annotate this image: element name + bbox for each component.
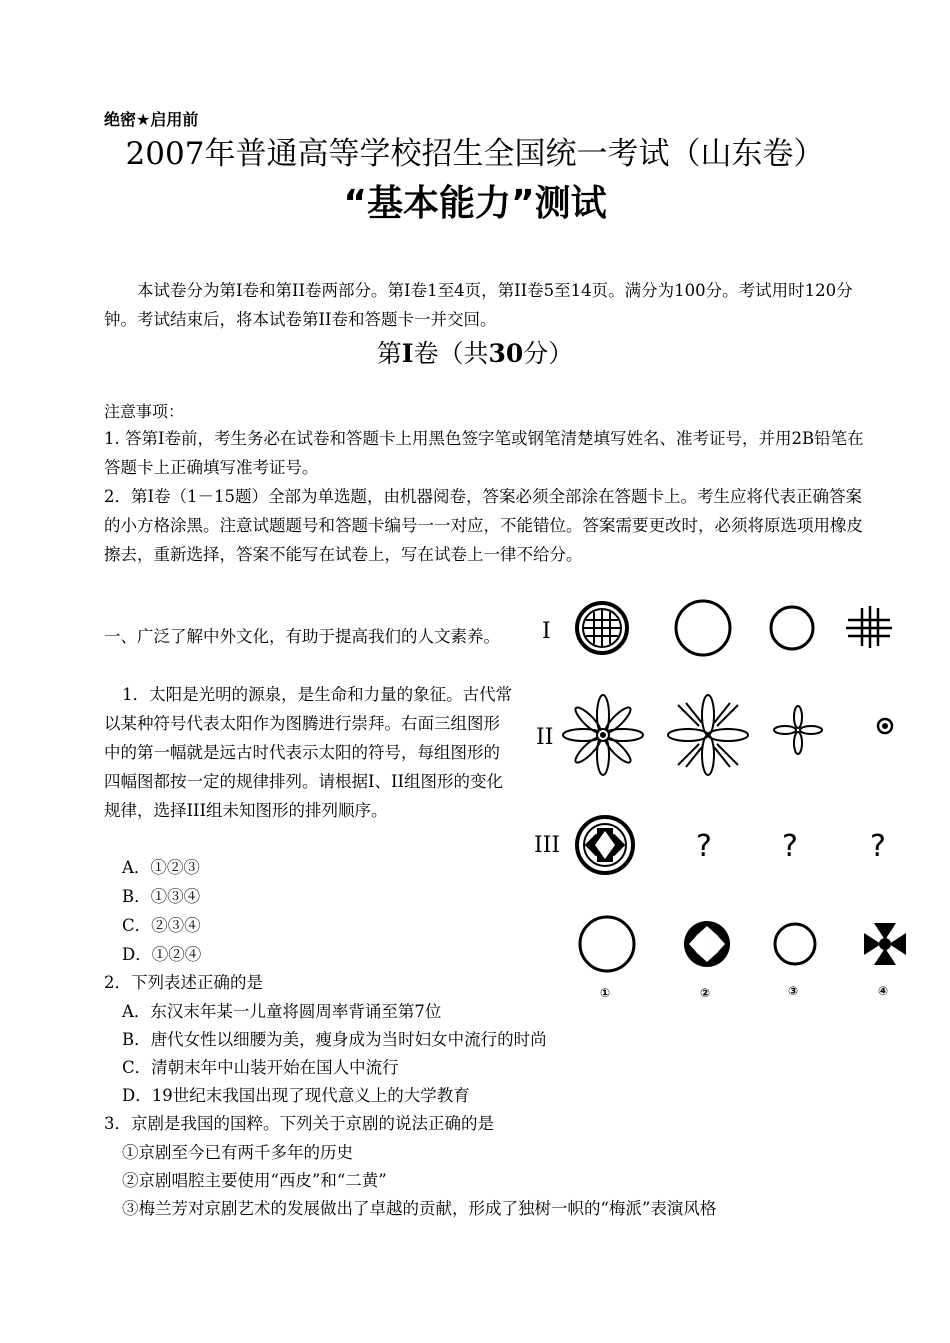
row3-unknown-1: ?: [696, 829, 712, 864]
q1-option-c: C．②③④: [122, 916, 201, 935]
q3-statement-1: ①京剧至今已有两千多年的历史: [122, 1143, 353, 1162]
row2-figure-2: [668, 695, 748, 775]
q1-option-b: B．①③④: [122, 887, 201, 906]
notes-label: 注意事项：: [104, 402, 185, 421]
row1-figure-4: [846, 606, 892, 648]
question-3-text: 3．京剧是我国的国粹。下列关于京剧的说法正确的是: [104, 1114, 494, 1133]
row-label-3: III: [534, 833, 561, 858]
note-item-1: 1. 答第I卷前，考生务必在试卷和答题卡上用黑色签字笔或钢笔清楚填写姓名、准考证号，并用2B铅笔在答题卡上正确填写准考证号。: [104, 429, 864, 477]
row1-figure-3: [771, 607, 813, 649]
choice-3-figure: [775, 924, 815, 964]
volume-title-middle: 卷（共: [413, 339, 489, 368]
row3-figure-1: [577, 817, 633, 873]
row1-figure-1: [577, 603, 627, 653]
exam-subtitle: “基本能力”测试: [343, 183, 607, 224]
row-label-1: I: [542, 619, 551, 644]
q1-option-d: D．①②④: [122, 945, 202, 964]
exam-title: 2007年普通高等学校招生全国统一考试（山东卷）: [125, 136, 825, 172]
volume-title-prefix: 第: [376, 339, 402, 368]
q3-statement-2: ②京剧唱腔主要使用“西皮”和“二黄”: [122, 1171, 387, 1190]
choice-label-2: ②: [700, 986, 711, 1000]
q2-option-c: C．清朝末年中山装开始在国人中流行: [122, 1058, 399, 1077]
choice-label-3: ③: [788, 984, 799, 998]
q2-option-d: D．19世纪末我国出现了现代意义上的大学教育: [122, 1086, 470, 1105]
note-item-2: 2．第I卷（1－15题）全部为单选题，由机器阅卷，答案必须全部涂在答题卡上。考生应将代表正确答案的小方格涂黑。注意试题题号和答题卡编号一一对应，不能错位。答案需要更改时，必须将原选项用橡皮擦去，重新选择，答案不能写在试卷上，写在试卷上一律不给分。: [104, 487, 863, 564]
row2-figure-3: [774, 706, 822, 754]
volume-numeral: I: [401, 339, 414, 368]
question-1-text: 1．太阳是光明的源泉，是生命和力量的象征。古代常以某种符号代表太阳作为图腾进行崇拜。右面三组图形中的第一幅就是远古时代表示太阳的符号，每组图形的四幅图都按一定的规律排列。请根据I、II组图形的变化规律，选择III组未知图形的排列顺序。: [104, 685, 513, 820]
choice-4-figure: [864, 923, 906, 965]
volume-score: 30: [488, 339, 524, 368]
row1-figure-2: [676, 601, 730, 655]
choice-label-1: ①: [600, 986, 611, 1000]
row2-figure-1: [563, 695, 643, 775]
q2-option-b: B．唐代女性以细腰为美，瘦身成为当时妇女中流行的时尚: [122, 1030, 547, 1049]
sun-symbol-figure: [530, 590, 930, 1010]
q2-option-a: A．东汉末年某一儿童将圆周率背诵至第7位: [122, 1002, 442, 1021]
row-label-2: II: [536, 725, 554, 750]
q3-statement-3: ③梅兰芳对京剧艺术的发展做出了卓越的贡献，形成了独树一帜的“梅派”表演风格: [122, 1199, 717, 1218]
choice-label-4: ④: [878, 984, 889, 998]
confidential-label: 绝密★启用前: [104, 110, 199, 129]
row2-figure-4: [878, 719, 892, 733]
volume-title: [0, 334, 950, 370]
question-2-text: 2．下列表述正确的是: [104, 973, 263, 992]
volume-title-suffix: 分）: [523, 339, 574, 368]
section-heading: 一、广泛了解中外文化，有助于提高我们的人文素养。: [104, 627, 500, 646]
choice-2-figure: [684, 921, 730, 967]
intro-paragraph: 本试卷分为第I卷和第II卷两部分。第I卷1至4页，第II卷5至14页。满分为100分。考试用时120分钟。考试结束后，将本试卷第II卷和答题卡一并交回。: [104, 281, 853, 329]
q1-option-a: A．①②③: [122, 858, 200, 877]
row3-unknown-3: ?: [870, 829, 886, 864]
choice-1-figure: [580, 917, 634, 971]
row3-unknown-2: ?: [782, 829, 798, 864]
